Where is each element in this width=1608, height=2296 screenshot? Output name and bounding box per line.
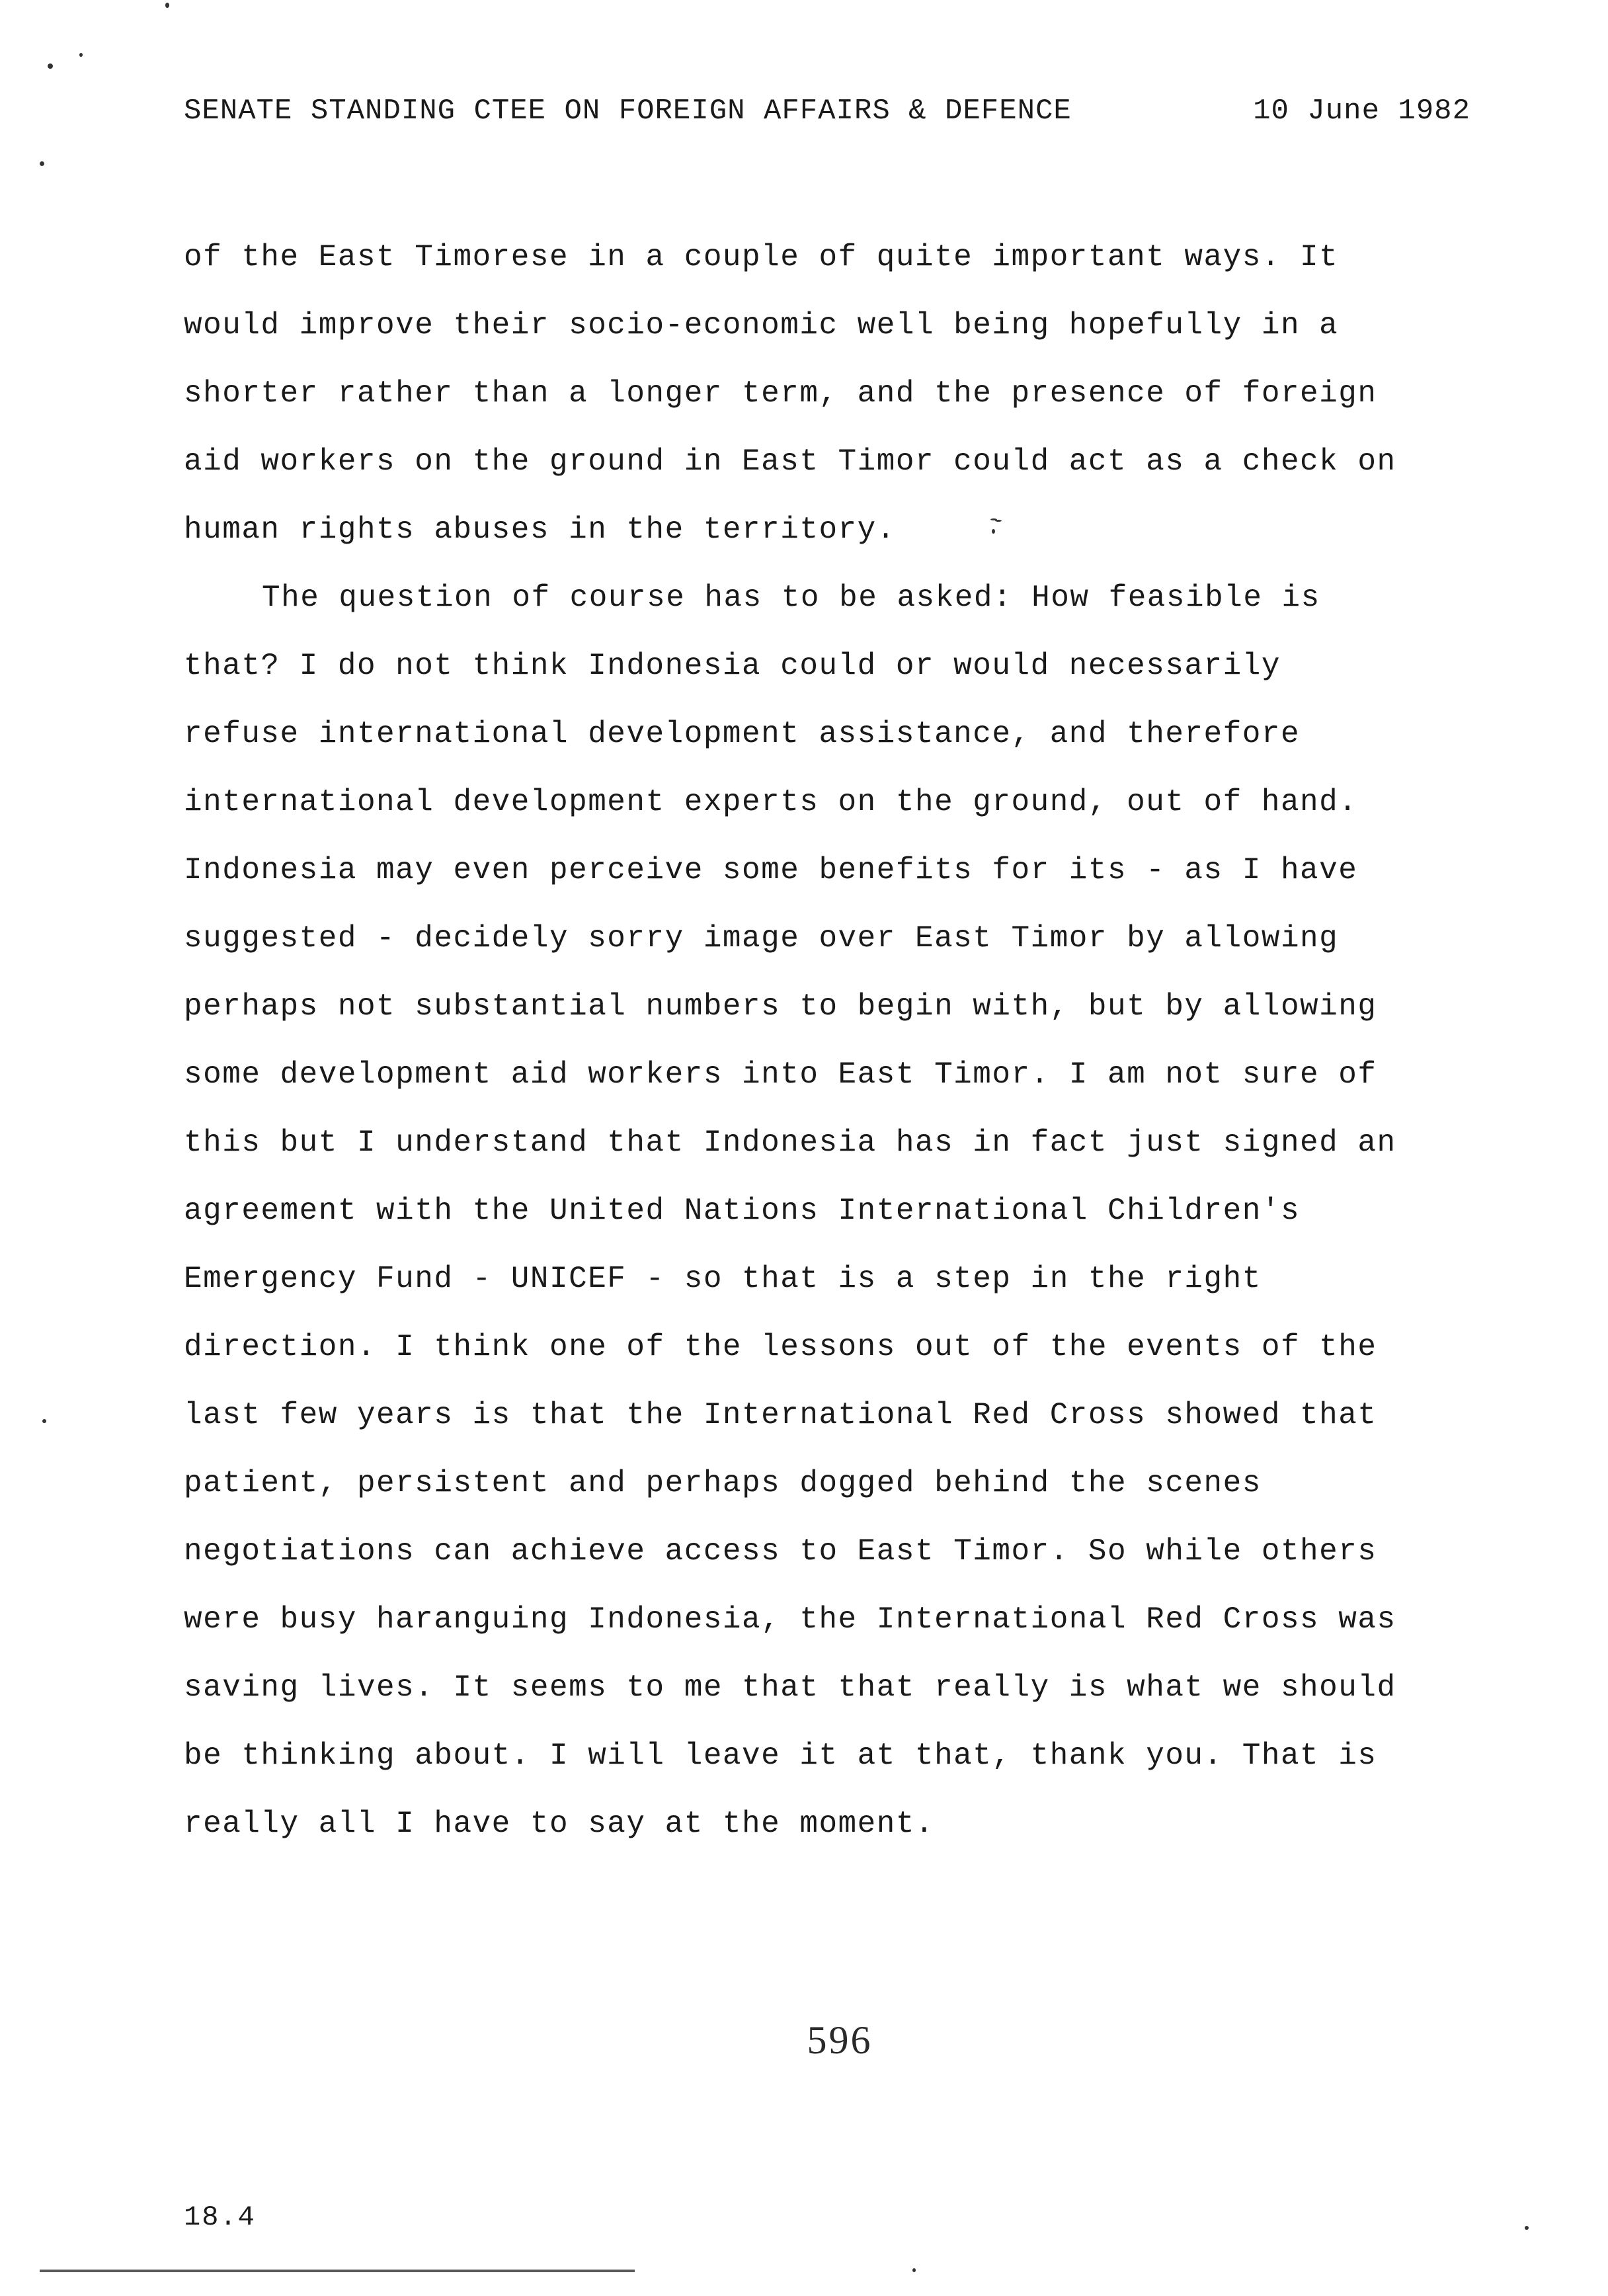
transcript-line: refuse international development assistance, and therefore bbox=[184, 717, 1301, 751]
transcript-line: be thinking about. I will leave it at that, thank you. That is bbox=[184, 1739, 1377, 1773]
scan-speck bbox=[48, 63, 53, 69]
transcript-line: shorter rather than a longer term, and the presence of foreign bbox=[184, 376, 1377, 411]
transcript-line: perhaps not substantial numbers to begin with, but by allowing bbox=[184, 989, 1377, 1024]
transcript-line: Emergency Fund - UNICEF - so that is a step in the right bbox=[184, 1262, 1262, 1296]
committee-name: SENATE STANDING CTEE ON FOREIGN AFFAIRS & DEFENCE bbox=[184, 95, 1072, 128]
scan-speck bbox=[1525, 2226, 1529, 2230]
transcript-line: human rights abuses in the territory. bbox=[184, 512, 896, 547]
scan-speck bbox=[992, 529, 995, 534]
transcript-line: aid workers on the ground in East Timor could act as a check on bbox=[184, 444, 1396, 479]
transcript-line: really all I have to say at the moment. bbox=[184, 1807, 935, 1841]
page-number: 596 bbox=[807, 2018, 873, 2062]
hearing-date: 10 June 1982 bbox=[1253, 95, 1470, 128]
transcript-line: suggested - decidely sorry image over East Timor by allowing bbox=[184, 921, 1339, 956]
transcript-line: Indonesia may even perceive some benefits for its - as I have bbox=[184, 853, 1358, 887]
scan-speck bbox=[40, 161, 44, 166]
transcript-line: this but I understand that Indonesia has in fact just signed an bbox=[184, 1126, 1396, 1160]
scan-speck bbox=[995, 520, 1002, 522]
transcript-line: negotiations can achieve access to East Timor. So while others bbox=[184, 1534, 1377, 1569]
transcript-line: patient, persistent and perhaps dogged behind the scenes bbox=[184, 1466, 1262, 1500]
scan-speck bbox=[79, 53, 83, 57]
scan-speck bbox=[165, 3, 169, 8]
transcript-line: were busy haranguing Indonesia, the International Red Cross was bbox=[184, 1602, 1396, 1637]
transcript-body bbox=[184, 224, 1480, 1858]
scan-edge-rule bbox=[40, 2270, 635, 2272]
transcript-line: of the East Timorese in a couple of quite important ways. It bbox=[184, 240, 1339, 274]
transcript-line: direction. I think one of the lessons out of the events of the bbox=[184, 1330, 1377, 1364]
scan-speck bbox=[912, 2268, 916, 2272]
transcript-line: some development aid workers into East Timor. I am not sure of bbox=[184, 1057, 1377, 1092]
transcript-line: last few years is that the International Red Cross showed that bbox=[184, 1398, 1377, 1432]
transcript-line: that? I do not think Indonesia could or would necessarily bbox=[184, 649, 1281, 683]
footer-reference: 18.4 bbox=[184, 2201, 256, 2233]
transcript-line: saving lives. It seems to me that that really is what we should bbox=[184, 1670, 1396, 1705]
transcript-line: would improve their socio-economic well being hopefully in a bbox=[184, 308, 1339, 343]
transcript-line: The question of course has to be asked: How feasible is bbox=[262, 581, 1320, 615]
transcript-line: agreement with the United Nations International Children's bbox=[184, 1194, 1301, 1228]
transcript-line: international development experts on the ground, out of hand. bbox=[184, 785, 1358, 819]
scan-speck bbox=[42, 1419, 46, 1423]
